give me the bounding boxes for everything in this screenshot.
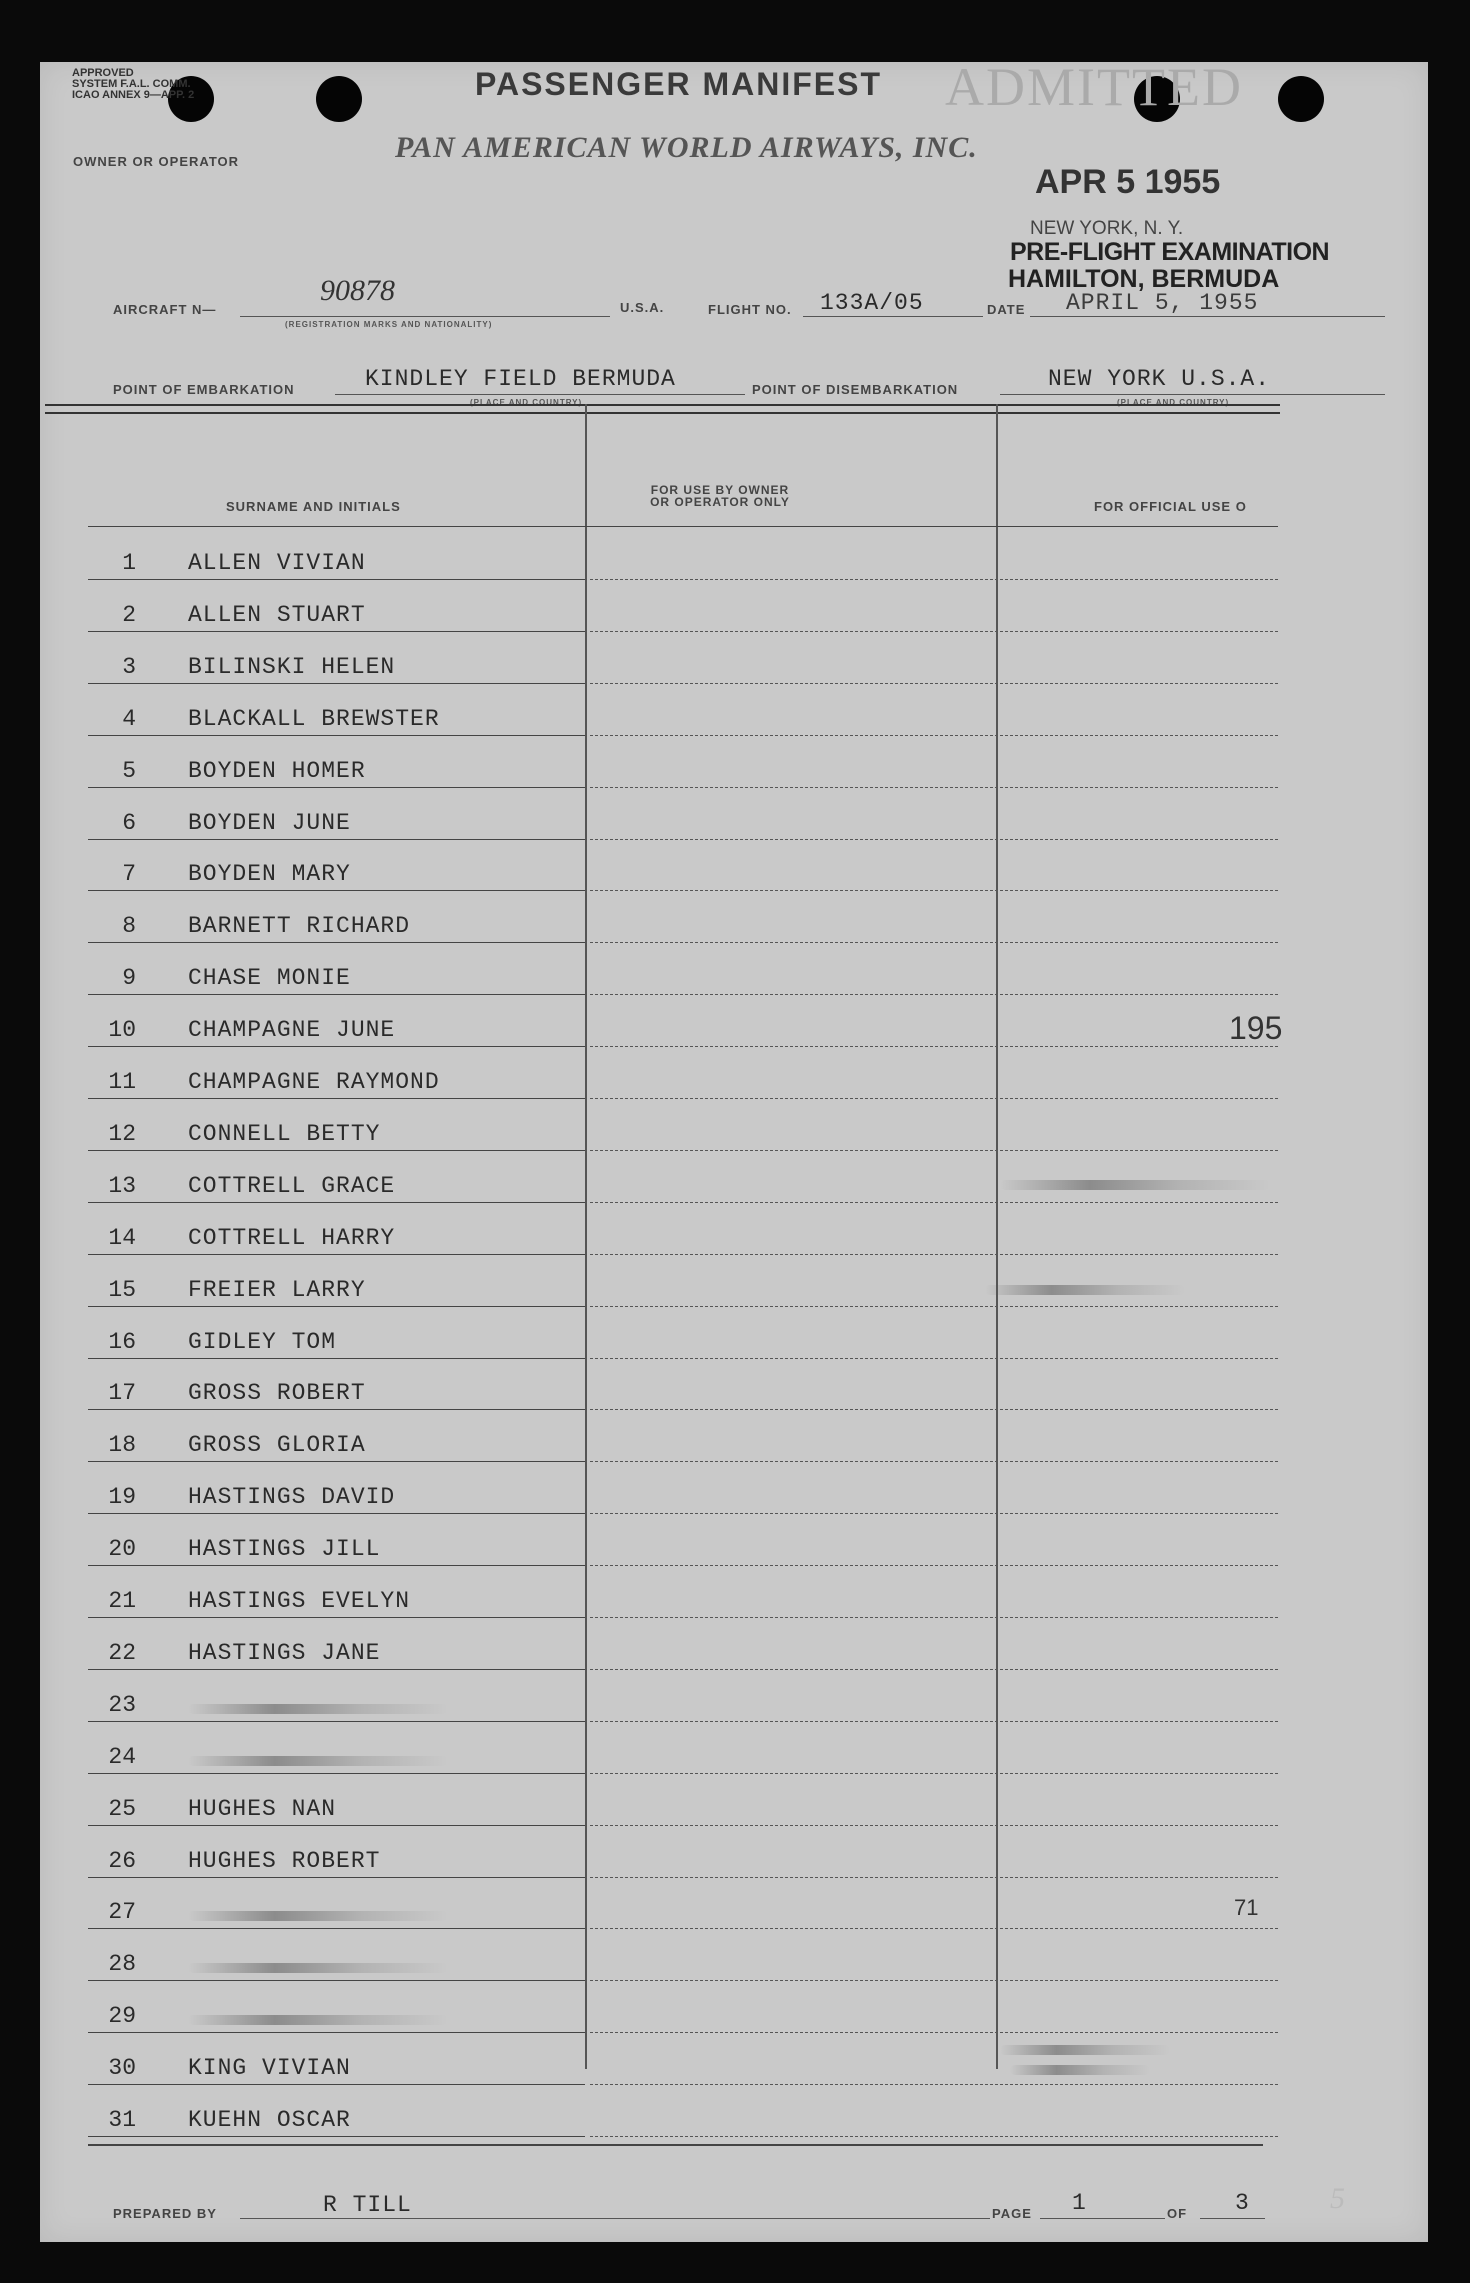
row-rule: [88, 1565, 585, 1566]
header-rule: [88, 526, 1278, 527]
passenger-name: BOYDEN JUNE: [188, 810, 351, 836]
row-number: 8: [122, 913, 136, 939]
passenger-name: BARNETT RICHARD: [188, 913, 411, 939]
row-rule: [88, 631, 585, 632]
row-number: 9: [122, 965, 136, 991]
prepared-line: [240, 2218, 990, 2219]
passenger-name: ALLEN VIVIAN: [188, 550, 366, 576]
aircraft-value: 90878: [320, 274, 395, 307]
page-value: 1: [1072, 2190, 1087, 2216]
aircraft-line: [240, 316, 610, 317]
column-divider: [996, 404, 998, 2069]
passenger-name: HASTINGS JILL: [188, 1536, 381, 1562]
smudge: [1000, 1180, 1270, 1190]
row-rule: [88, 1669, 585, 1670]
row-rule: [88, 1461, 585, 1462]
row-rule: [88, 1150, 585, 1151]
passenger-name: COTTRELL GRACE: [188, 1173, 396, 1199]
row-number: 4: [122, 706, 136, 732]
page-line: [1040, 2218, 1165, 2219]
col-header-owner-line: OR OPERATOR ONLY: [650, 495, 790, 509]
row-number: 7: [122, 861, 136, 887]
row-rule: [590, 2084, 1278, 2085]
row-number: 11: [108, 1069, 136, 1095]
smudge: [985, 1285, 1185, 1295]
row-rule: [88, 1928, 585, 1929]
row-number: 19: [108, 1484, 136, 1510]
row-rule: [590, 1409, 1278, 1410]
row-rule: [88, 2032, 585, 2033]
row-rule: [88, 2084, 585, 2085]
row-rule: [590, 1773, 1278, 1774]
row-rule: [590, 1617, 1278, 1618]
row-number: 15: [108, 1277, 136, 1303]
row-number: 25: [108, 1796, 136, 1822]
margin-note: 5: [1330, 2182, 1345, 2215]
row-rule: [590, 1513, 1278, 1514]
smudge: [1010, 2065, 1150, 2075]
aircraft-label: AIRCRAFT N—: [113, 302, 217, 317]
row-rule: [590, 942, 1278, 943]
approval-line: SYSTEM F.A.L. COMM.: [72, 78, 191, 90]
row-rule: [88, 683, 585, 684]
row-rule: [590, 890, 1278, 891]
row-rule: [590, 1980, 1278, 1981]
embark-label: POINT OF EMBARKATION: [113, 382, 295, 397]
approval-line: APPROVED: [72, 67, 134, 79]
row-rule: [590, 1046, 1278, 1047]
passenger-name: CHAMPAGNE JUNE: [188, 1017, 396, 1043]
row-rule: [88, 1254, 585, 1255]
smudge: [1000, 2045, 1170, 2055]
row-number: 3: [122, 654, 136, 680]
row-rule: [590, 1565, 1278, 1566]
table-bottom-rule: [88, 2144, 1263, 2146]
row-number: 10: [108, 1017, 136, 1043]
admitted-stamp: ADMITTED: [945, 57, 1243, 117]
passenger-name: BLACKALL BREWSTER: [188, 706, 440, 732]
row-number: 24: [108, 1744, 136, 1770]
embark-line: [335, 394, 745, 395]
passenger-name: HASTINGS EVELYN: [188, 1588, 411, 1614]
prepared-value: R TILL: [323, 2192, 412, 2218]
passenger-name: ALLEN STUART: [188, 602, 366, 628]
row-rule: [590, 1721, 1278, 1722]
date-value: APRIL 5, 1955: [1066, 290, 1259, 316]
row-rule: [88, 579, 585, 580]
of-label: OF: [1167, 2206, 1188, 2221]
of-value: 3: [1235, 2190, 1250, 2216]
usa-label: U.S.A.: [620, 300, 665, 315]
row-number: 6: [122, 810, 136, 836]
form-title: PASSENGER MANIFEST: [475, 66, 882, 102]
stamp-preflight: PRE-FLIGHT EXAMINATION: [1010, 238, 1330, 266]
passenger-name: CONNELL BETTY: [188, 1121, 381, 1147]
aircraft-sublabel: (REGISTRATION MARKS AND NATIONALITY): [285, 320, 493, 329]
passenger-name: BOYDEN MARY: [188, 861, 351, 887]
passenger-name: HUGHES NAN: [188, 1796, 337, 1822]
row-number: 31: [108, 2107, 136, 2133]
stamp-place: NEW YORK, N. Y.: [1030, 218, 1184, 239]
flight-label: FLIGHT NO.: [708, 302, 792, 317]
approval-line: ICAO ANNEX 9—APP. 2: [72, 89, 195, 101]
row-number: 16: [108, 1329, 136, 1355]
official-note: 195: [1229, 1010, 1283, 1046]
redacted-name: [188, 2015, 448, 2025]
passenger-name: GIDLEY TOM: [188, 1329, 337, 1355]
row-rule: [88, 942, 585, 943]
passenger-name: KING VIVIAN: [188, 2055, 351, 2081]
row-rule: [590, 1098, 1278, 1099]
row-rule: [88, 1825, 585, 1826]
row-rule: [88, 735, 585, 736]
redacted-name: [188, 1756, 448, 1766]
flight-line: [803, 316, 983, 317]
row-rule: [590, 1254, 1278, 1255]
row-number: 17: [108, 1380, 136, 1406]
row-number: 27: [108, 1899, 136, 1925]
passenger-name: HUGHES ROBERT: [188, 1848, 381, 1874]
row-rule: [88, 1098, 585, 1099]
row-number: 22: [108, 1640, 136, 1666]
passenger-name: BOYDEN HOMER: [188, 758, 366, 784]
col-header-owner-line: FOR USE BY OWNER: [650, 483, 790, 497]
row-rule: [88, 890, 585, 891]
col-header-name: SURNAME AND INITIALS: [226, 499, 401, 514]
redacted-name: [188, 1704, 448, 1714]
prepared-label: PREPARED BY: [113, 2206, 217, 2221]
passenger-name: HASTINGS DAVID: [188, 1484, 396, 1510]
row-rule: [88, 1306, 585, 1307]
date-label: DATE: [987, 302, 1026, 317]
approval-note: [72, 68, 262, 101]
row-number: 29: [108, 2003, 136, 2029]
row-number: 21: [108, 1588, 136, 1614]
row-rule: [88, 1513, 585, 1514]
passenger-name: CHAMPAGNE RAYMOND: [188, 1069, 440, 1095]
row-rule: [88, 1409, 585, 1410]
official-note: 71: [1234, 1895, 1259, 1920]
passenger-name: CHASE MONIE: [188, 965, 351, 991]
row-rule: [88, 994, 585, 995]
row-rule: [88, 1617, 585, 1618]
passenger-name: GROSS GLORIA: [188, 1432, 366, 1458]
stamp-hamilton: HAMILTON, BERMUDA: [1008, 265, 1280, 293]
row-number: 20: [108, 1536, 136, 1562]
row-rule: [590, 1669, 1278, 1670]
date-line: [1030, 316, 1385, 317]
redacted-name: [188, 1963, 448, 1973]
punch-hole: [316, 76, 362, 122]
stamp-date: APR 5 1955: [1035, 163, 1221, 201]
row-rule: [590, 1877, 1278, 1878]
row-number: 2: [122, 602, 136, 628]
row-rule: [590, 2136, 1278, 2137]
row-rule: [88, 1046, 585, 1047]
row-number: 28: [108, 1951, 136, 1977]
redacted-name: [188, 1911, 448, 1921]
row-number: 13: [108, 1173, 136, 1199]
row-rule: [88, 787, 585, 788]
flight-value: 133A/05: [820, 290, 924, 316]
punch-hole: [1278, 76, 1324, 122]
row-number: 26: [108, 1848, 136, 1874]
embark-value: KINDLEY FIELD BERMUDA: [365, 366, 676, 392]
passenger-name: GROSS ROBERT: [188, 1380, 366, 1406]
row-rule: [590, 839, 1278, 840]
row-rule: [590, 683, 1278, 684]
disembark-line: [1000, 394, 1385, 395]
row-number: 23: [108, 1692, 136, 1718]
row-rule: [88, 2136, 585, 2137]
row-rule: [88, 1980, 585, 1981]
passenger-name: KUEHN OSCAR: [188, 2107, 351, 2133]
passenger-name: HASTINGS JANE: [188, 1640, 381, 1666]
row-rule: [590, 1825, 1278, 1826]
column-divider: [585, 404, 587, 2069]
embark-sublabel: (PLACE AND COUNTRY): [470, 398, 583, 407]
row-number: 5: [122, 758, 136, 784]
col-header-owner: [620, 484, 820, 508]
row-rule: [590, 735, 1278, 736]
row-rule: [88, 1877, 585, 1878]
row-rule: [590, 787, 1278, 788]
row-number: 12: [108, 1121, 136, 1147]
of-line: [1200, 2218, 1265, 2219]
table-top-rule: [45, 404, 1280, 414]
passenger-name: BILINSKI HELEN: [188, 654, 396, 680]
row-rule: [590, 1928, 1278, 1929]
row-rule: [590, 2032, 1278, 2033]
disembark-value: NEW YORK U.S.A.: [1048, 366, 1271, 392]
owner-label: OWNER OR OPERATOR: [73, 154, 240, 169]
row-rule: [590, 1358, 1278, 1359]
row-rule: [590, 579, 1278, 580]
row-rule: [88, 1721, 585, 1722]
row-rule: [88, 1202, 585, 1203]
owner-value: PAN AMERICAN WORLD AIRWAYS, INC.: [395, 131, 978, 164]
row-rule: [590, 1150, 1278, 1151]
row-rule: [88, 839, 585, 840]
row-rule: [88, 1773, 585, 1774]
passenger-name: FREIER LARRY: [188, 1277, 366, 1303]
col-header-official: FOR OFFICIAL USE O: [1094, 499, 1247, 514]
row-number: 14: [108, 1225, 136, 1251]
disembark-label: POINT OF DISEMBARKATION: [752, 382, 959, 397]
row-number: 30: [108, 2055, 136, 2081]
passenger-name: COTTRELL HARRY: [188, 1225, 396, 1251]
page-label: PAGE: [992, 2206, 1032, 2221]
row-rule: [590, 994, 1278, 995]
disembark-sublabel: (PLACE AND COUNTRY): [1117, 398, 1230, 407]
row-number: 1: [122, 550, 136, 576]
row-number: 18: [108, 1432, 136, 1458]
row-rule: [590, 1306, 1278, 1307]
row-rule: [590, 1461, 1278, 1462]
row-rule: [590, 1202, 1278, 1203]
row-rule: [88, 1358, 585, 1359]
row-rule: [590, 631, 1278, 632]
